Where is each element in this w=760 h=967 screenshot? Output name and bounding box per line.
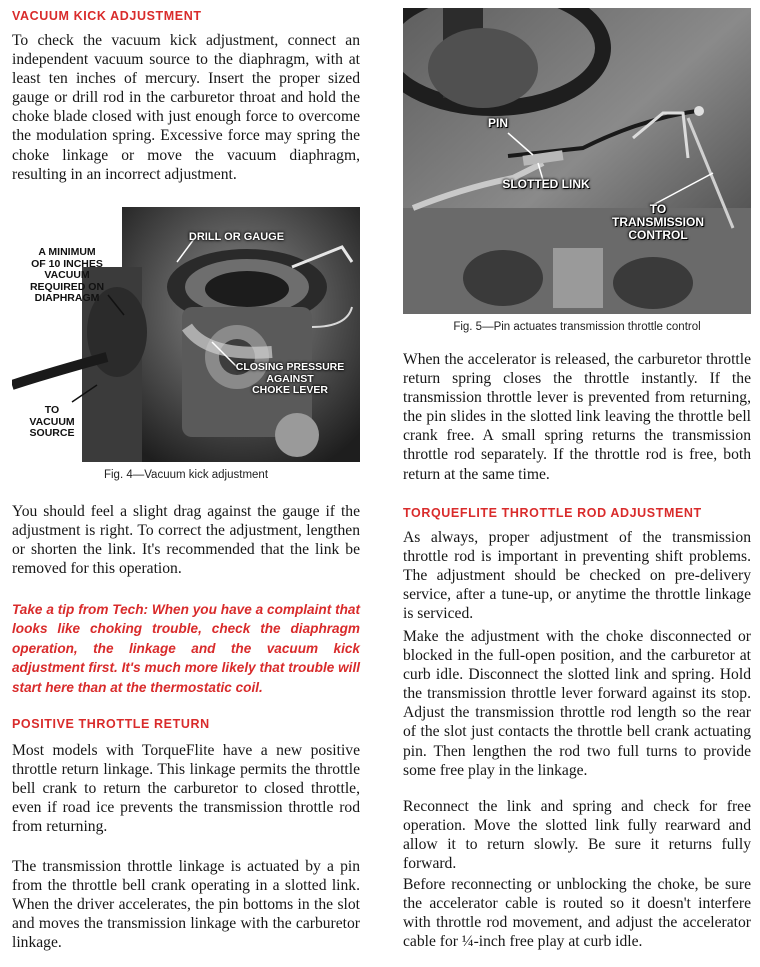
tech-tip: Take a tip from Tech: When you have a complaint that looks like choking trouble, check the diaphragm operation, the linkage and the vacuum kick adjustment first. It's much more likely that trouble will start here than at the thermostatic coil.: [12, 602, 360, 695]
paragraph-make-adjustment: Make the adjustment with the choke disconnected or blocked in the full-open position, and the carburetor at curb idle. Disconnect the slotted link and spring. Hold the transmission throttle lever forward against its stop. Adjust the transmission throttle rod length so the rear of the slot just contacts the throttle bell crank actuating pin. Then lengthen the rod two full turns to provide some free play in the linkage.: [403, 628, 751, 779]
heading-vacuum-kick: VACUUM KICK ADJUSTMENT: [12, 9, 202, 23]
callout-slotted-link: SLOTTED LINK: [502, 177, 590, 191]
paragraph-torqueflite-linkage: Most models with TorqueFlite have a new positive throttle return linkage. This linkage permits the throttle bell crank to return the carburetor to closed throttle, even if road ice prevents the transmission throttle rod from returning.: [12, 742, 360, 836]
paragraph-proper-adjustment: As always, proper adjustment of the transmission throttle rod is important in preventing shift problems. The adjustment should be checked on pre-delivery service, after a tune-up, or anytime the throttle linkage is serviced.: [403, 529, 751, 623]
callout-minimum-vacuum: A MINIMUM OF 10 INCHES VACUUM REQUIRED ON DIAPHRAGM: [29, 246, 105, 304]
paragraph-vacuum-kick-intro: To check the vacuum kick adjustment, connect an independent vacuum source to the diaphragm, with at least ten inches of mercury. Insert the proper sized gauge or drill rod in the carburetor throat and hold the choke blade closed with just enough force to overcome the modulation spring. Excessive force may spring the choke linkage or move the vacuum diaphragm, resulting in an incorrect adjustment.: [12, 32, 360, 183]
callout-closing-pressure: CLOSING PRESSURE AGAINST CHOKE LEVER: [235, 361, 345, 396]
figure-5-photo: [403, 8, 751, 314]
callout-to-vacuum-source: TO VACUUM SOURCE: [29, 404, 75, 439]
heading-positive-throttle-return: POSITIVE THROTTLE RETURN: [12, 717, 210, 731]
paragraph-reconnect-link: Reconnect the link and spring and check for free operation. Move the slotted link fully rearward and allow it to return slowly. Be sure it returns fully forward.: [403, 798, 751, 873]
heading-torqueflite-throttle-rod: TORQUEFLITE THROTTLE ROD ADJUSTMENT: [403, 506, 702, 520]
engine-linkage-illustration: [403, 8, 751, 314]
figure-4-caption: Fig. 4—Vacuum kick adjustment: [103, 469, 269, 481]
callout-drill-or-gauge: DRILL OR GAUGE: [188, 231, 285, 243]
callout-pin: PIN: [487, 116, 508, 130]
callout-to-transmission-control: TO TRANSMISSION CONTROL: [611, 202, 704, 242]
figure-5-caption: Fig. 5—Pin actuates transmission throttle control: [453, 321, 701, 333]
paragraph-slight-drag: You should feel a slight drag against the gauge if the adjustment is right. To correct the adjustment, lengthen or shorten the link. It's recommended that the link be removed for this operation.: [12, 503, 360, 578]
paragraph-throttle-actuation: The transmission throttle linkage is actuated by a pin from the throttle bell crank operating in a slotted link. When the driver accelerates, the pin bottoms in the slot and moves the transmission linkage with the carburetor linkage.: [12, 858, 360, 952]
paragraph-before-reconnecting: Before reconnecting or unblocking the choke, be sure the accelerator cable is routed so it doesn't interfere with throttle rod movement, and adjust the accelerator cable for ¼-inch free play at curb idle.: [403, 876, 751, 951]
paragraph-accelerator-released: When the accelerator is released, the carburetor throttle return spring closes the throttle instantly. If the transmission throttle lever is prevented from returning, the pin slides in the slotted link leaving the throttle bell crank free. A small spring returns the transmission throttle rod separately. If the throttle rod is free, both return at the same time.: [403, 351, 751, 483]
